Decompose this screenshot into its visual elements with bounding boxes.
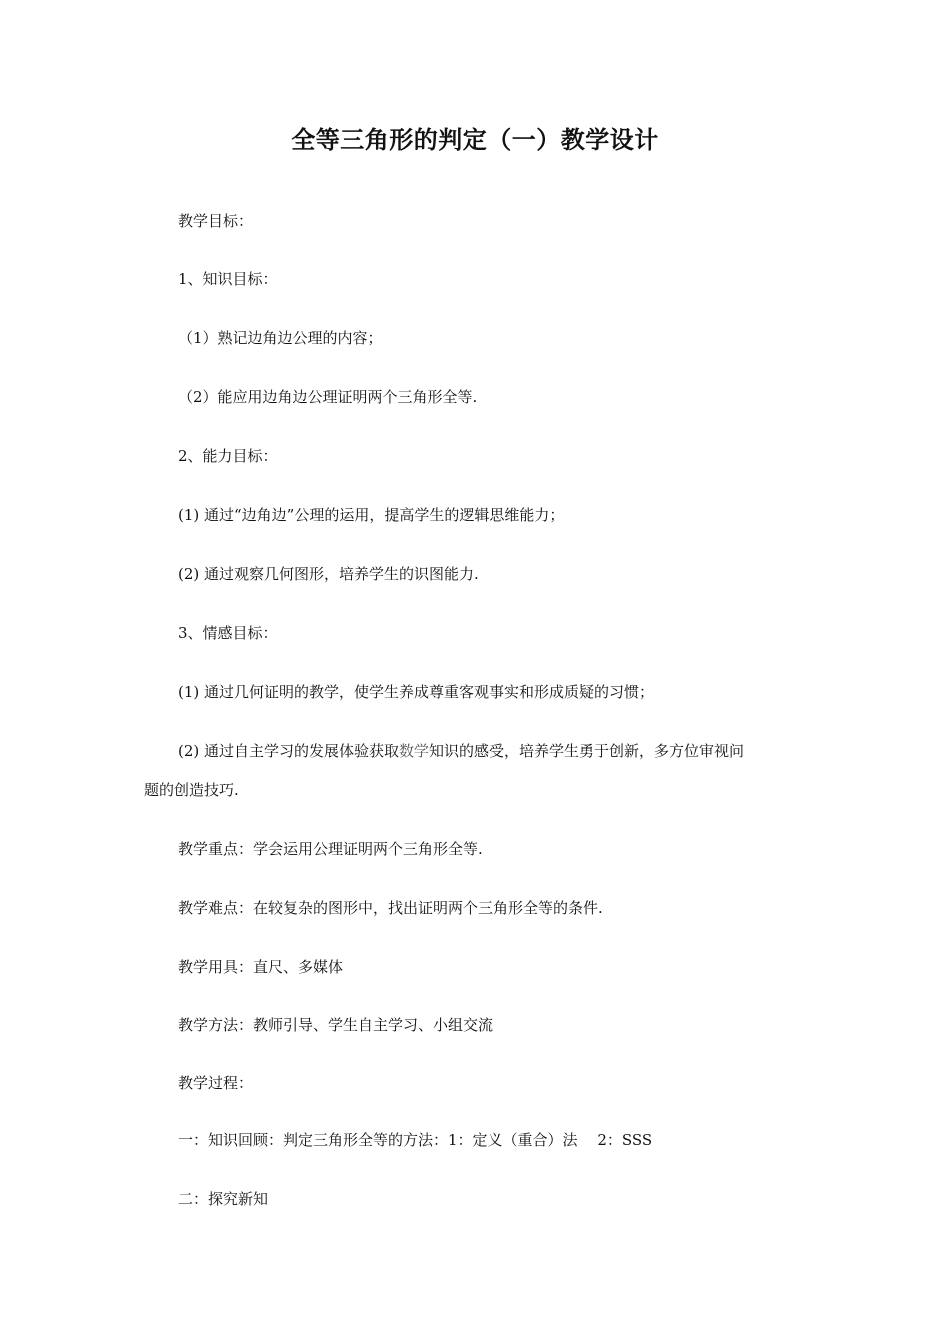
key-point: 教学重点：学会运用公理证明两个三角形全等. [178, 840, 483, 858]
emotion-goals-heading: 3、情感目标： [178, 624, 278, 642]
knowledge-goals-heading: 1、知识目标： [178, 270, 278, 288]
difficulty: 教学难点：在较复杂的图形中，找出证明两个三角形全等的条件. [178, 899, 603, 917]
math-link[interactable]: 数学 [399, 742, 430, 760]
emotion-goal-2-text-end: 知识的感受，培养学生勇于创新，多方位审视问 [429, 742, 745, 760]
teaching-methods: 教学方法：教师引导、学生自主学习、小组交流 [178, 1016, 494, 1034]
emotion-goal-1: (1) 通过几何证明的教学，使学生养成尊重客观事实和形成质疑的习惯； [178, 683, 655, 701]
knowledge-review: 一：知识回顾：判定三角形全等的方法：1：定义（重合）法 2：SSS [178, 1131, 653, 1149]
knowledge-goal-2: （2）能应用边角边公理证明两个三角形全等. [178, 388, 478, 406]
knowledge-goal-1: （1）熟记边角边公理的内容； [178, 329, 383, 347]
process-heading: 教学过程： [178, 1074, 254, 1092]
ability-goals-heading: 2、能力目标： [178, 447, 278, 465]
teaching-tools: 教学用具：直尺、多媒体 [178, 958, 344, 976]
emotion-goal-2 [178, 740, 744, 761]
document-title: 全等三角形的判定（一）教学设计 [291, 126, 659, 154]
explore-new-knowledge: 二：探究新知 [178, 1190, 269, 1208]
emotion-goal-2-continuation: 题的创造技巧. [144, 781, 239, 799]
ability-goal-2: (2) 通过观察几何图形，培养学生的识图能力. [178, 565, 479, 583]
ability-goal-1: (1) 通过“边角边”公理的运用，提高学生的逻辑思维能力； [178, 506, 565, 524]
goals-heading: 教学目标： [178, 212, 254, 230]
emotion-goal-2-text-start: (2) 通过自主学习的发展体验获取 [178, 742, 400, 760]
